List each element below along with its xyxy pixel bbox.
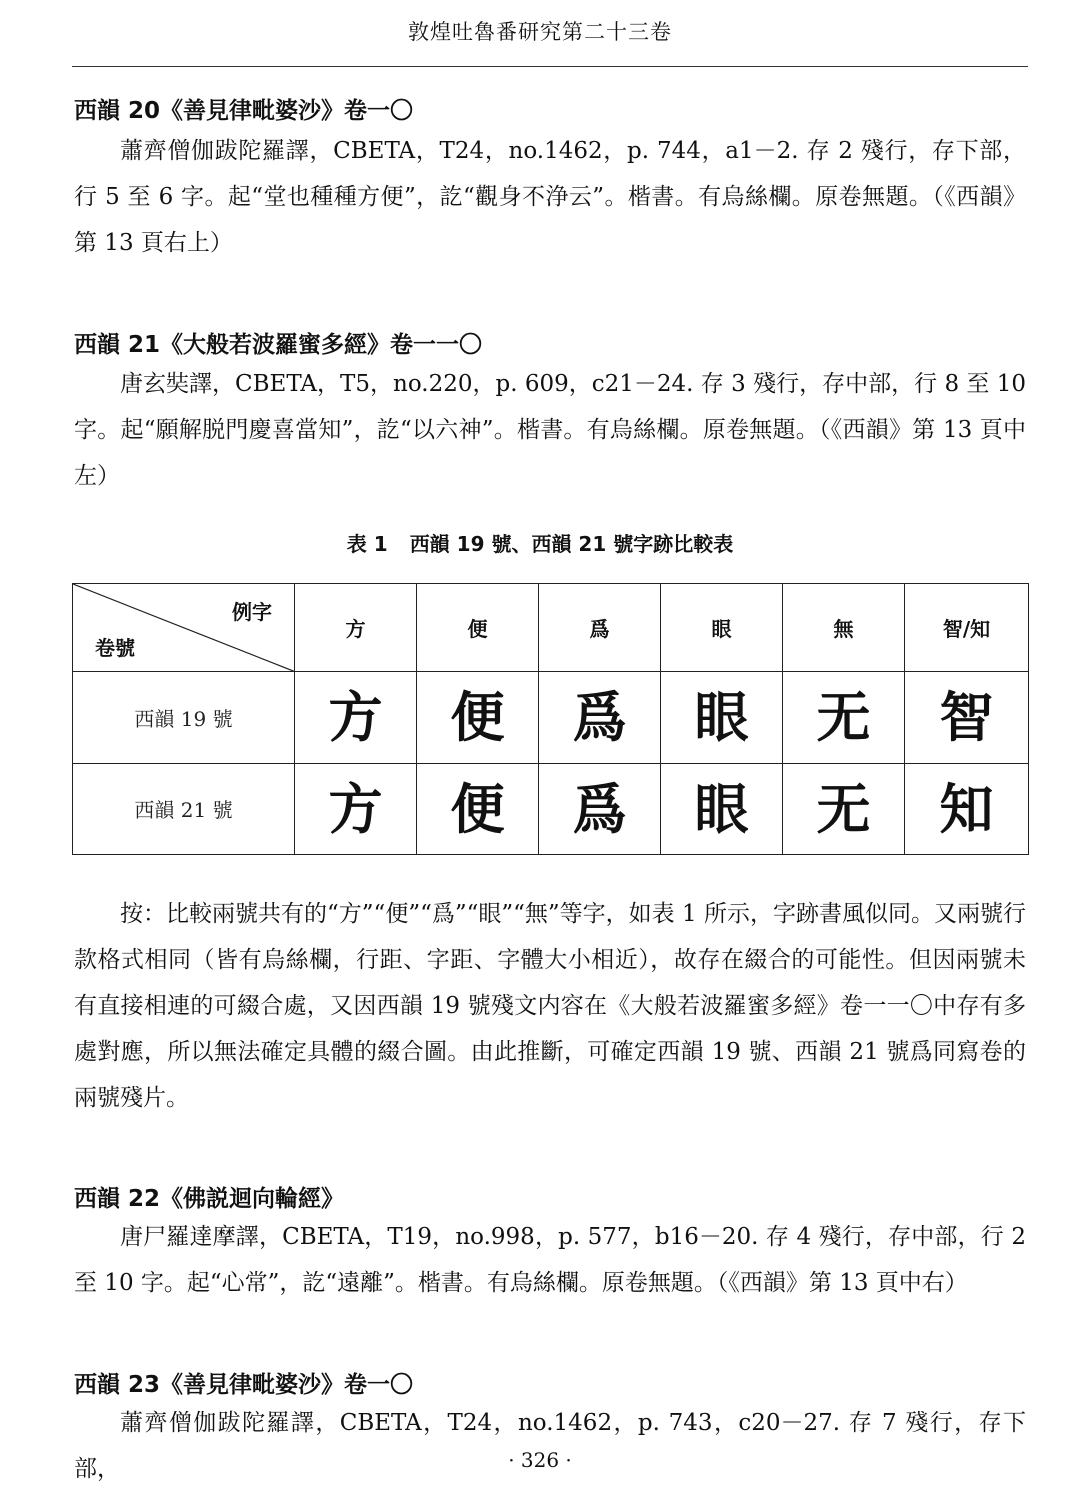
entry-body: 唐尸羅達摩譯，CBETA，T19，no.998，p. 577，b16－20. 存 4 殘行，存中部，行 2 至 10 字。起“心常”，訖“遠離”。楷書。有烏絲欄。原卷無題。（《西韻》第 13 頁中右） [74, 1224, 1026, 1296]
entry-body: 唐玄奘譯，CBETA，T5，no.220，p. 609，c21－24. 存 3 殘行，存中部，行 8 至 10 字。起“願解脱門慶喜當知”，訖“以六神”。楷書。有烏絲欄。原卷無題。（《西韻》第 13 頁中左） [74, 371, 1026, 489]
table-caption-label: 表 1 [346, 532, 388, 556]
page-number: · 326 · [508, 1448, 572, 1472]
table-caption-text: 西韻 19 號、西韻 21 號字跡比較表 [409, 532, 734, 556]
entry-body: 蕭齊僧伽跋陀羅譯，CBETA，T24，no.1462，p. 744，a1－2. 存 2 殘行，存下部，行 5 至 6 字。起“堂也種種方便”，訖“觀身不浄云”。楷書。有烏絲欄。原卷無題。（《西韻》第 13 頁右上） [74, 138, 1026, 256]
corner-label-volume: 卷號 [95, 636, 135, 661]
table-corner-cell [73, 584, 295, 672]
column-header: 便 [417, 584, 539, 672]
table-caption [0, 528, 1080, 557]
column-header: 智/知 [905, 584, 1029, 672]
column-header: 無 [783, 584, 905, 672]
note-paragraph: 按：比較兩號共有的“方”“便”“爲”“眼”“無”等字，如表 1 所示，字跡書風似同。又兩號行款格式相同（皆有烏絲欄，行距、字距、字體大小相近），故存在綴合的可能性。但因兩號未有直接相連的可綴合處，又因西韻 19 號殘文内容在《大般若波羅蜜多經》卷一一〇中存有多處對應，所以無法確定具體的綴合圖。由此推斷，可確定西韻 19 號、西韻 21 號爲同寫卷的兩號殘片。 [74, 901, 1026, 1111]
running-title: 敦煌吐魯番研究第二十三卷 [408, 20, 672, 44]
row-label: 西韻 19 號 [73, 672, 295, 763]
header-rule [72, 66, 1028, 67]
glyph-sample: 知 [905, 763, 1029, 854]
glyph-sample: 爲 [539, 763, 661, 854]
entry-title: 西韻 21《大般若波羅蜜多經》卷一一〇 [74, 332, 483, 358]
comparison-table [72, 583, 1029, 855]
glyph-sample: 眼 [661, 672, 783, 763]
column-header: 爲 [539, 584, 661, 672]
corner-label-example: 例字 [232, 600, 272, 624]
glyph-sample: 爲 [539, 672, 661, 763]
entry-body: 蕭齊僧伽跋陀羅譯，CBETA，T24，no.1462，p. 743，c20－27. 存 7 殘行，存下部， [74, 1410, 1026, 1482]
row-label: 西韻 21 號 [73, 763, 295, 854]
glyph-sample: 方 [295, 763, 417, 854]
table-row [73, 672, 1029, 763]
table-header-row [73, 584, 1029, 672]
glyph-sample: 智 [905, 672, 1029, 763]
glyph-sample: 眼 [661, 763, 783, 854]
glyph-sample: 无 [783, 672, 905, 763]
column-header: 方 [295, 584, 417, 672]
entry-title: 西韻 22《佛説迴向輪經》 [74, 1186, 345, 1212]
table-row [73, 763, 1029, 854]
entry-title: 西韻 23《善見律毗婆沙》卷一〇 [74, 1372, 414, 1398]
entry-title: 西韻 20《善見律毗婆沙》卷一〇 [74, 98, 414, 124]
column-header: 眼 [661, 584, 783, 672]
glyph-sample: 方 [295, 672, 417, 763]
glyph-sample: 无 [783, 763, 905, 854]
glyph-sample: 便 [417, 672, 539, 763]
glyph-sample: 便 [417, 763, 539, 854]
